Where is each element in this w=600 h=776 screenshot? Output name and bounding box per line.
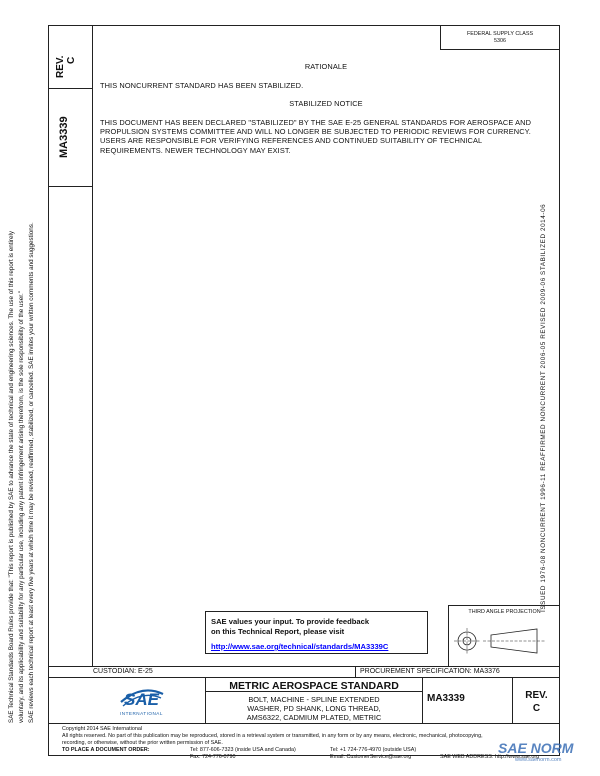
rationale-heading: RATIONALE — [304, 62, 348, 71]
revision-history: ISSUED 1976-08 NONCURRENT 1996-11 REAFFIRMED NONCURRENT 2006-05 REVISED 2009-06 STABILIZED 2014-06 — [540, 203, 547, 612]
fed-class-line1: FEDERAL SUPPLY CLASS — [466, 31, 534, 37]
left-margin-line1: SAE Technical Standards Board Rules provide that: "This report is published by SAE to advance the state of technical and engineering sciences. The use of this report is entirely — [8, 230, 15, 723]
watermark-sub: www.saenorm.com — [515, 757, 562, 763]
sae-logo-text: SAE — [124, 690, 159, 709]
projection-symbol-icon — [449, 618, 559, 664]
feedback-link[interactable]: http://www.sae.org/technical/standards/MA3339C — [211, 642, 389, 651]
title-bottom-line — [48, 723, 560, 724]
left-margin-line2: voluntary, and its applicability and suitability for any particular use, including any patent infringement arising therefrom, is the sole responsibility of the user." — [18, 291, 25, 723]
footer-tel2: Tel: +1 724-776-4970 (outside USA) — [330, 747, 417, 753]
title-doc-number: MA3339 — [427, 693, 465, 704]
title-rev-label: REV. — [525, 690, 548, 701]
feedback-line1: SAE values your input. To provide feedback — [211, 617, 370, 626]
footer-web[interactable]: SAE WEB ADDRESS: http://www.sae.org — [440, 754, 540, 760]
rev-top-value: C — [66, 56, 77, 64]
fed-class-box — [440, 26, 559, 50]
title-divider — [422, 677, 423, 723]
title-desc-line3: AMS6322, CADMIUM PLATED, METRIC — [246, 713, 382, 722]
projection-box — [448, 605, 560, 666]
custodian-bottom-line — [48, 677, 560, 678]
footer-fax: Fax: 724-776-0790 — [190, 754, 236, 760]
rev-top-label: REV. — [55, 55, 66, 78]
custodian-top-line — [48, 666, 560, 667]
doc-number-side: MA3339 — [58, 116, 70, 158]
watermark-text: SAE NORM — [498, 740, 574, 756]
left-margin-line3: SAE reviews each technical report at least every five years at which time it may be revised, reaffirmed, stabilized, or cancelled. SAE invites your written comments and suggestions. — [28, 222, 35, 723]
rev-divider — [48, 88, 93, 89]
title-desc-line1: BOLT, MACHINE - SPLINE EXTENDED — [248, 695, 380, 704]
custodian-divider — [355, 666, 356, 677]
left-column-divider — [92, 25, 93, 666]
sae-logo — [117, 682, 167, 720]
feedback-box — [205, 611, 428, 654]
footer-order-label: TO PLACE A DOCUMENT ORDER: — [62, 747, 150, 753]
custodian: CUSTODIAN: E-25 — [93, 668, 153, 675]
title-rev-value: C — [532, 703, 541, 714]
docno-divider — [48, 186, 93, 187]
sae-logo-sub: INTERNATIONAL — [120, 711, 163, 716]
stabilized-text: THIS DOCUMENT HAS BEEN DECLARED "STABILIZED" BY THE SAE E-25 GENERAL STANDARDS FOR AEROSPACE AND PROPULSION SYSTEMS COMMITTEE AND WILL NO LONGER BE SUBJECTED TO PERIODIC REVIEWS FOR CURRENCY. USERS ARE RESPONSIBLE FOR VERIFYING REFERENCES AND CONTINUED SUITABILITY OF TECHNICAL REQUIREMENTS. NEWER TECHNOLOGY MAY EXIST. — [100, 118, 532, 155]
title-heading: METRIC AEROSPACE STANDARD — [229, 680, 399, 692]
stabilized-heading: STABILIZED NOTICE — [289, 99, 363, 108]
projection-label: THIRD ANGLE PROJECTION — [468, 609, 541, 615]
footer-rights2: recording, or otherwise, without the prior written permission of SAE. — [62, 740, 223, 746]
footer-rights1: All rights reserved. No part of this publication may be reproduced, stored in a retrieval system or transmitted, in any form or by any means, electronic, mechanical, photocopying, — [62, 733, 483, 739]
footer-tel1: Tel: 877-606-7323 (inside USA and Canada) — [190, 747, 296, 753]
fed-class-line2: 5306 — [494, 37, 506, 44]
footer-email: Email: CustomerService@sae.org — [330, 754, 412, 760]
feedback-line2: on this Technical Report, please visit — [211, 626, 345, 636]
title-desc-line2: WASHER, PD SHANK, LONG THREAD, — [247, 704, 381, 713]
footer-copyright: Copyright 2014 SAE International — [62, 726, 143, 732]
rationale-text: THIS NONCURRENT STANDARD HAS BEEN STABILIZED. — [100, 81, 304, 90]
procurement-spec: PROCUREMENT SPECIFICATION: MA3376 — [360, 668, 500, 675]
